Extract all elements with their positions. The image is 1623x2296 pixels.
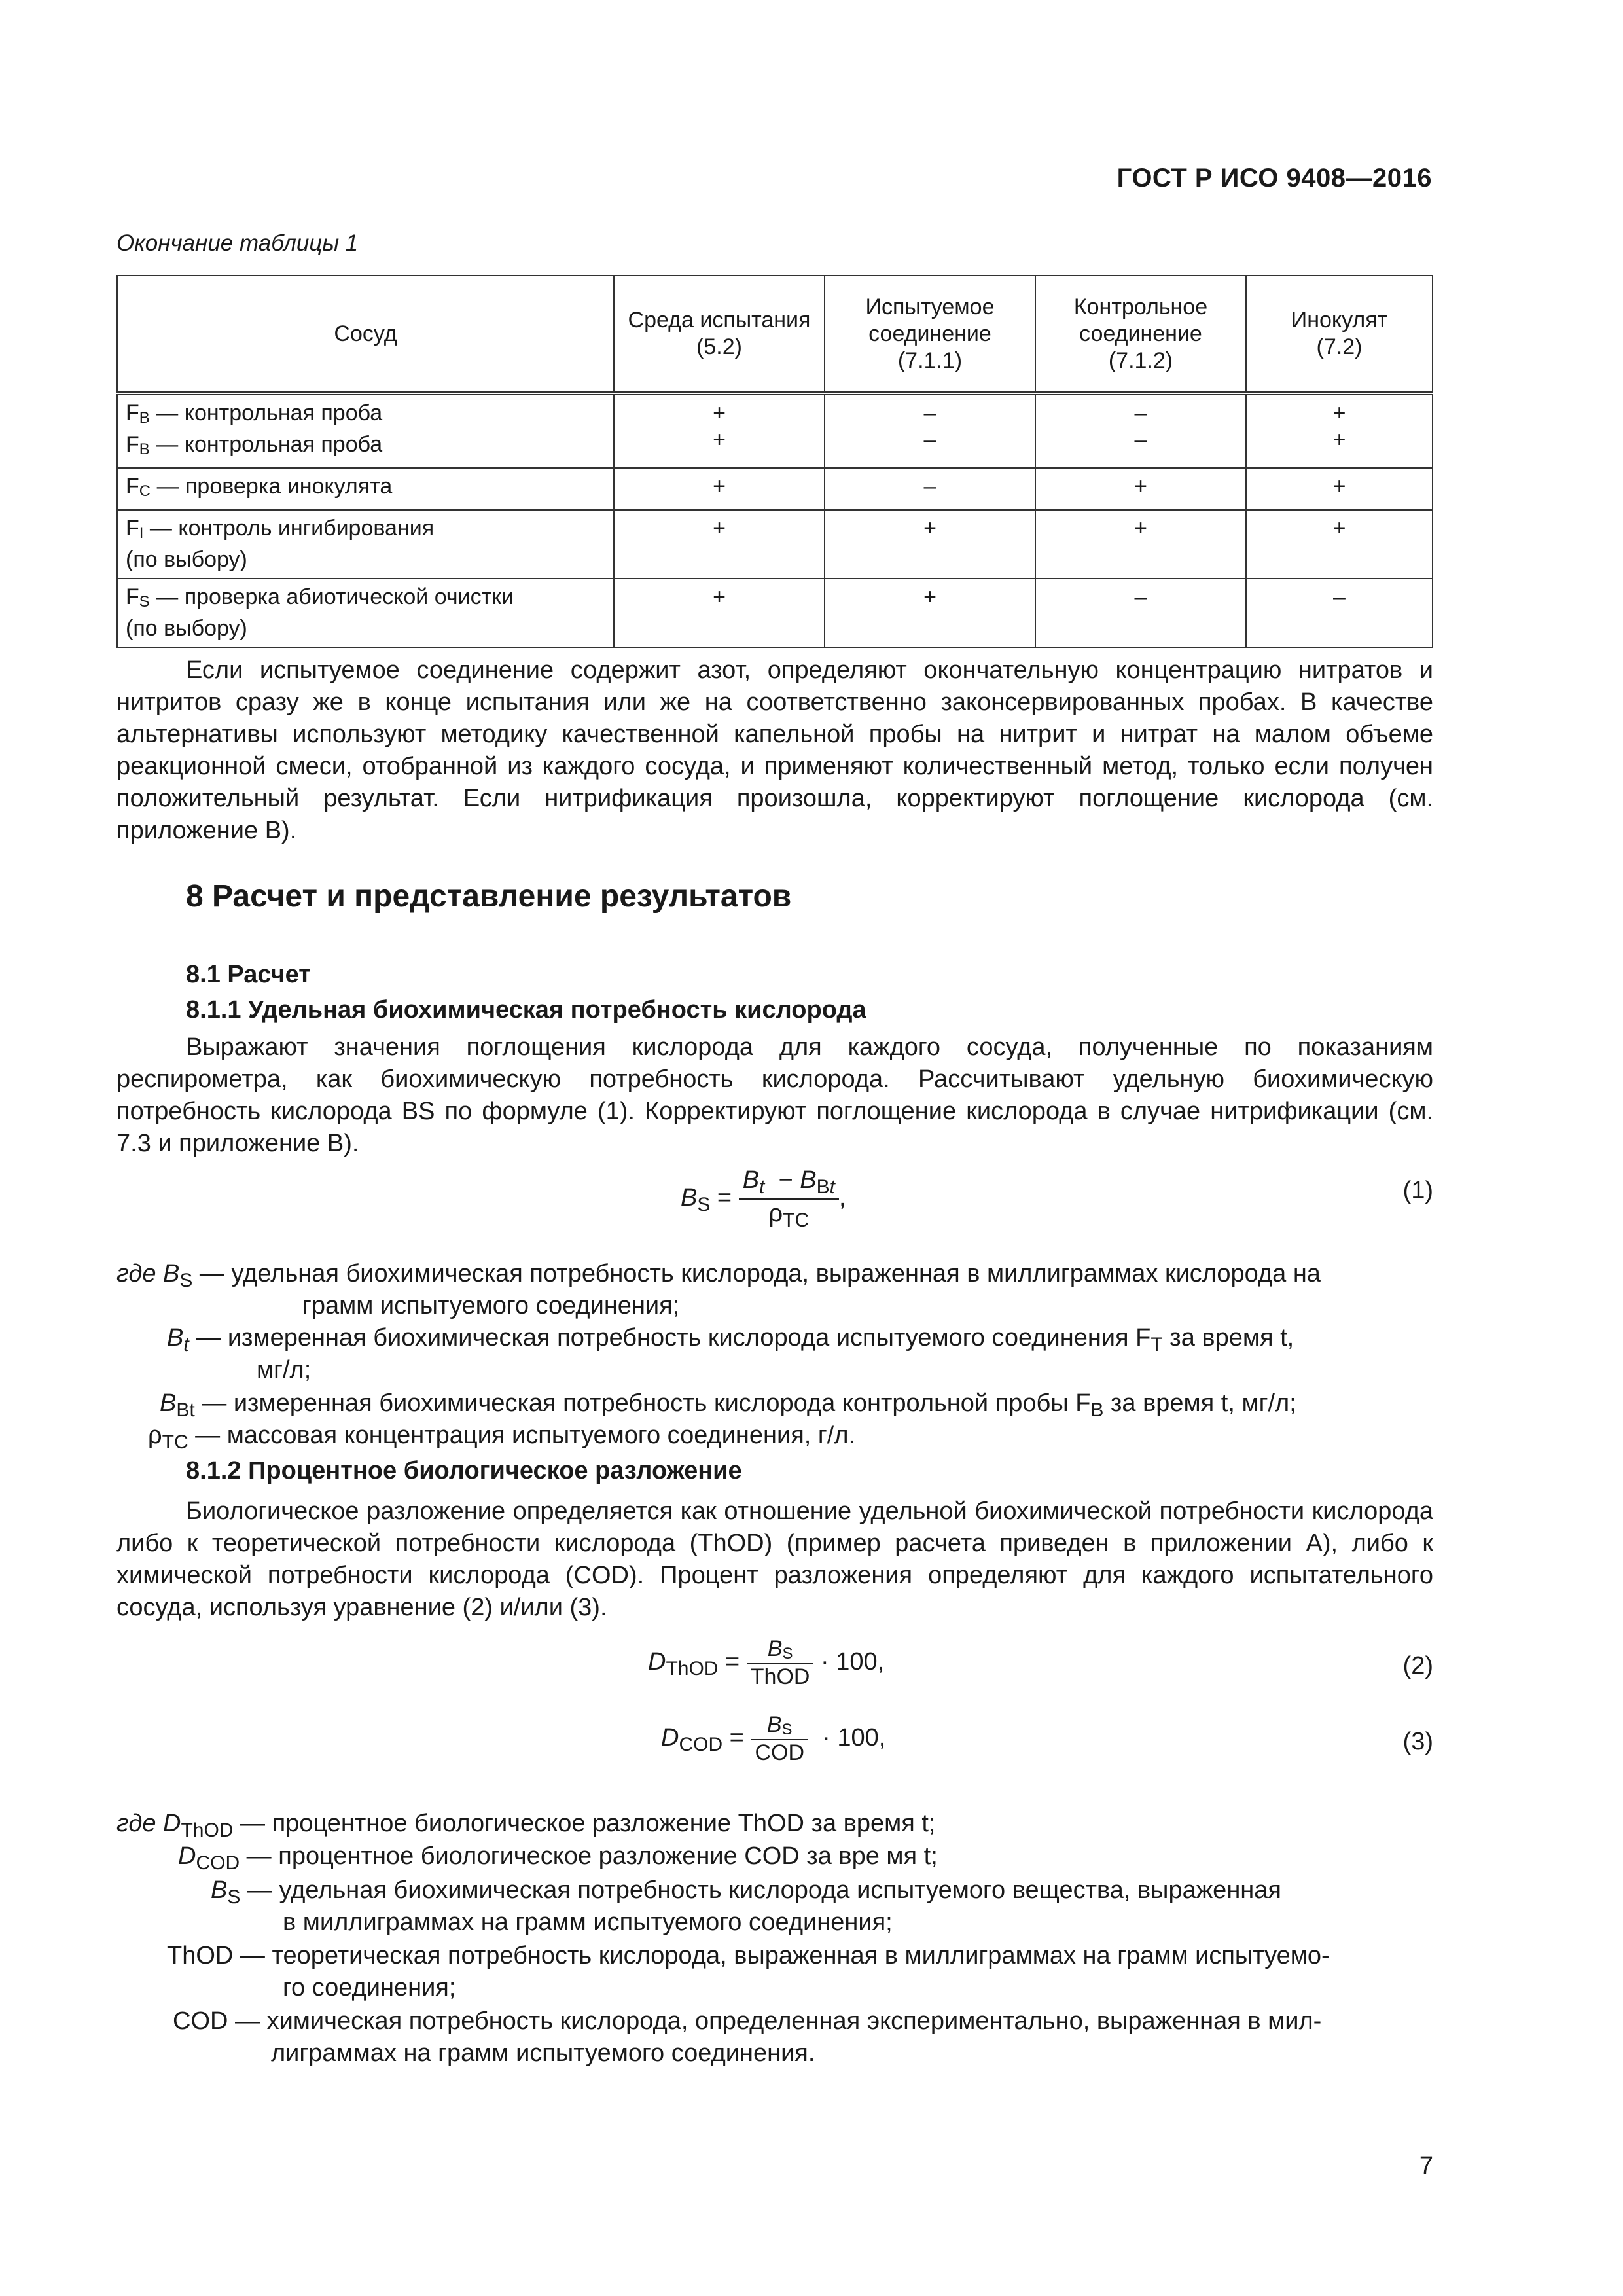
table-cell: + (1246, 510, 1433, 579)
table-cell: + (825, 579, 1035, 647)
where-rho: $\rho_{TC}$ — массовая концентрация испытуемого соединения, г/л. (148, 1422, 856, 1453)
table-row (117, 579, 1433, 647)
table-cell: + + (1246, 393, 1433, 468)
where-cod-cont: лиграммах на грамм испытуемого соединения. (271, 2039, 815, 2067)
formula-3: $D_{COD}$ = $\frac{B_S}{\text{COD}}$ · 100, (661, 1712, 886, 1765)
where-bs: где $B_S$ — удельная биохимическая потребность кислорода, выраженная в миллиграммах кислорода на (116, 1260, 1321, 1291)
where-thod: ThOD — теоретическая потребность кислорода, выраженная в миллиграммах на грамм испытуемо- (167, 1942, 1330, 1969)
vessel-cell (117, 468, 614, 510)
table-cell: + (614, 468, 825, 510)
table-row (117, 468, 1433, 510)
where-thod-cont: го соединения; (283, 1974, 456, 2001)
table-1 (116, 275, 1433, 648)
section-8-1-1-heading: 8.1.1 Удельная биохимическая потребность кислорода (186, 996, 866, 1024)
header-vessel: Сосуд (117, 276, 614, 393)
vessel-cell (117, 579, 614, 647)
where-cod: COD — химическая потребность кислорода, определенная экспериментально, выраженная в мил- (173, 2007, 1322, 2035)
table-cell: + + (614, 393, 825, 468)
equation-number-1: (1) (1402, 1177, 1433, 1204)
table-row (117, 510, 1433, 579)
vessel-label: $F_B$ — контрольная проба (126, 432, 383, 458)
where-bt: $B_t$ — измеренная биохимическая потребность кислорода испытуемого соединения $F_T$ за время t, (167, 1324, 1294, 1355)
section-8-1-2-heading: 8.1.2 Процентное биологическое разложение (186, 1457, 742, 1484)
where-dthod: где $D_{ThOD}$ — процентное биологическое разложение ThOD за время t; (116, 1810, 936, 1841)
where-bs2-cont: в миллиграммах на грамм испытуемого соединения; (283, 1909, 893, 1936)
table-cell: + (825, 510, 1035, 579)
equation-number-2: (2) (1402, 1652, 1433, 1679)
vessel-label: $F_S$ — проверка абиотической очистки (126, 584, 514, 611)
where-bbt: $B_{Bt}$ — измеренная биохимическая потребность кислорода контрольной пробы $F_B$ за время t, мг/л; (160, 1390, 1296, 1421)
table-cell: + (614, 579, 825, 647)
section-8-heading: 8 Расчет и представление результатов (186, 879, 792, 914)
table-cell: + (614, 510, 825, 579)
table-header-row (117, 276, 1433, 393)
page-number: 7 (1419, 2152, 1433, 2179)
where-bs2: $B_S$ — удельная биохимическая потребность кислорода испытуемого вещества, выраженная (211, 1876, 1281, 1908)
header-test-compound: Испытуемое соединение (7.1.1) (825, 276, 1035, 393)
header-medium: Среда испытания (5.2) (614, 276, 825, 393)
equation-number-3: (3) (1402, 1728, 1433, 1755)
table-row (117, 393, 1433, 468)
vessel-label: (по выбору) (126, 547, 247, 572)
table-cell: + (1246, 468, 1433, 510)
vessel-label: $F_C$ — проверка инокулята (126, 474, 393, 500)
table-cell: – (1035, 579, 1246, 647)
table-caption: Окончание таблицы 1 (116, 230, 359, 256)
formula-2: $D_{ThOD}$ = $\frac{B_S}{\text{ThOD}}$ · 100, (648, 1636, 885, 1689)
where-dcod: $D_{COD}$ — процентное биологическое разложение COD за вре мя t; (178, 1842, 938, 1874)
table-cell: – (825, 468, 1035, 510)
header-control-compound: Контрольное соединение (7.1.2) (1035, 276, 1246, 393)
paragraph-biodegradation: Биологическое разложение определяется как отношение удельной биохимической потребности кислорода либо к теоретической потребности кислорода (ThOD) (пример расчета приведен в приложении А), либо к химической потребности кислорода (COD). Процент разложения определяют для каждого испытательного сосуда, используя уравнение (2) и/или (3). (116, 1498, 1433, 1621)
where-bs-cont: грамм испытуемого соединения; (302, 1292, 680, 1319)
where-bt-cont: мг/л; (257, 1356, 312, 1384)
vessel-label: $F_B$ — контрольная проба (126, 401, 383, 427)
paragraph-bs-calc: Выражают значения поглощения кислорода для каждого сосуда, полученные по показаниям респирометра, как биохимическую потребность кислорода. Рассчитывают удельную биохимическую потребность кислорода BS по формуле (1). Корректируют поглощение кислорода в случае нитрификации (см. 7.3 и приложение В). (116, 1033, 1433, 1157)
table-cell: + (1035, 510, 1246, 579)
table-cell: – – (825, 393, 1035, 468)
document-code-header: ГОСТ Р ИСО 9408—2016 (1116, 164, 1432, 192)
formula-1: $B_S$ = $\frac{B_t - B_{Bt}}{\rho_{TC}}$ , (681, 1166, 846, 1231)
vessel-label: (по выбору) (126, 616, 247, 641)
header-inoculum: Инокулят (7.2) (1246, 276, 1433, 393)
table-cell: – – (1035, 393, 1246, 468)
table-cell: – (1246, 579, 1433, 647)
paragraph-nitrogen: Если испытуемое соединение содержит азот, определяют окончательную концентрацию нитратов и нитритов сразу же в конце испытания или же на соответственно законсервированных пробах. В качестве альтернативы используют методику качественной капельной пробы на нитрит и нитрат на малом объеме реакционной смеси, отобранной из каждого сосуда, и применяют количественный метод, только если получен положительный результат. Если нитрификация произошла, корректируют поглощение кислорода (см. приложение В). (116, 656, 1433, 844)
table-cell: + (1035, 468, 1246, 510)
section-8-1-heading: 8.1 Расчет (186, 961, 311, 988)
vessel-cell (117, 510, 614, 579)
vessel-label: $F_I$ — контроль ингибирования (126, 516, 435, 542)
vessel-cell (117, 393, 614, 468)
